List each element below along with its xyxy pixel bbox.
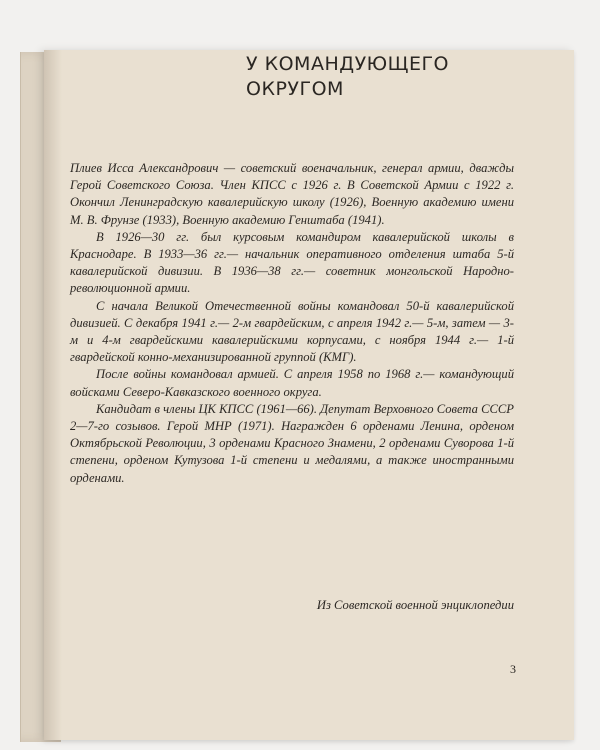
paragraph-5: Кандидат в члены ЦК КПСС (1961—66). Депутат Верховного Совета СССР 2—7-го созывов. Герой МНР (1971). Награжден 6 орденами Ленина, орденом Октябрьской Революции, 3 орденами Красного Знамени, 2 орденами Суворова 1-й степени, орденом Кутузова 1-й степени и медалями, а также иностранными орденами.: [70, 401, 514, 485]
biography-text: [70, 160, 514, 487]
paragraph-3: С начала Великой Отечественной войны командовал 50-й кавалерийской дивизией. С декабря 1941 г.— 2-м гвардейским, с апреля 1942 г.— 5-м, затем — 3-м и 4-м гвардейскими кавалерийскими корпусами, с ноября 1944 г.— 1-й гвардейской конно-механизированной группой (КМГ).: [70, 298, 514, 365]
page-title-line-2: ОКРУГОМ: [246, 78, 344, 100]
source-citation: Из Советской военной энциклопедии: [316, 598, 514, 612]
page-title: [246, 52, 486, 102]
paragraph-4: После войны командовал армией. С апреля 1958 по 1968 г.— командующий войсками Северо-Кавказского военного округа.: [70, 367, 514, 399]
page-title-line-1: У КОМАНДУЮЩЕГО: [246, 53, 450, 75]
paragraph-1: Плиев Исса Александрович — советский военачальник, генерал армии, дважды Герой Советского Союза. Член КПСС с 1926 г. В Советской Армии с 1922 г. Окончил Ленинградскую кавалерийскую школу (1926), Военную академию имени М. В. Фрунзе (1933), Военную академию Генштаба (1941).: [70, 161, 514, 227]
page-number: 3: [510, 662, 516, 676]
paragraph-2: В 1926—30 гг. был курсовым командиром кавалерийской школы в Краснодаре. В 1933—36 гг.— начальник оперативного отделения штаба 5-й кавалерийской дивизии. В 1936—38 гг.— советник монгольской Народно-революционной армии.: [70, 229, 514, 296]
